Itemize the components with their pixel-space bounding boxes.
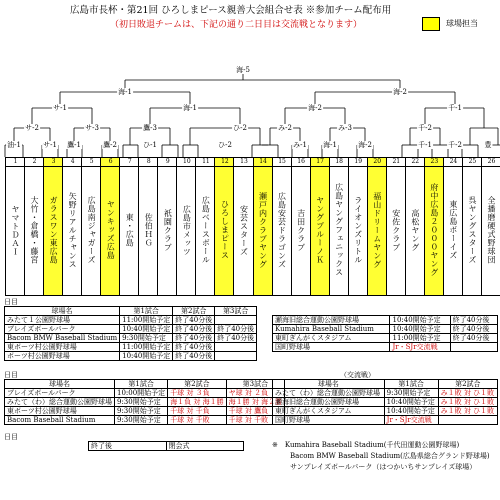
round1-label-7: み-1: [293, 141, 307, 149]
team-number: 18: [330, 158, 349, 167]
team-column: [462, 157, 482, 296]
header-cell: 球場名: [5, 380, 115, 389]
team-number: 3: [44, 158, 63, 167]
exchange-schedule-table: [272, 379, 498, 425]
team-name: 大竹・倉橋・藤宮: [30, 196, 40, 264]
team-name: 安佐クラブ: [391, 208, 401, 252]
team-number: 5: [82, 158, 101, 167]
team-column: [214, 157, 234, 296]
team-number: 12: [215, 158, 234, 167]
team-number: 8: [139, 158, 158, 167]
table-header-row: [5, 380, 285, 389]
table-row: [5, 407, 285, 416]
cell: 終了40分後: [215, 334, 257, 343]
cell: [438, 416, 497, 425]
team-number: 4: [63, 158, 82, 167]
cell: 千球 対 千敗: [226, 416, 284, 425]
cell: み１敗 対 ひ１敗: [438, 389, 497, 398]
header-cell: 第2試合: [168, 380, 226, 389]
table-row: [273, 316, 498, 325]
team-number: 17: [311, 158, 330, 167]
cell: 終了40分後: [450, 316, 497, 325]
subtitle: （初日敗退チームは、下記の通り二日目は交流戦となります）: [110, 20, 363, 30]
team-column: [405, 157, 425, 296]
cell: 終了40分後: [173, 334, 215, 343]
table-row: [273, 389, 498, 398]
team-name: 吉田クラブ: [296, 208, 306, 252]
table-header-row: [5, 307, 257, 316]
cell: 東町ぎんがくスタジアム: [273, 334, 390, 343]
team-column: [253, 157, 273, 296]
cell: 11:00開始予定: [120, 343, 173, 352]
team-name: 広島市メッツ: [182, 204, 192, 256]
round1-label-12: 豊: [484, 141, 492, 149]
team-column: [157, 157, 177, 296]
legend-label: 球場担当: [446, 19, 478, 28]
cell: 千球 対 千敗: [168, 416, 226, 425]
cell: み１敗 対 ひ１敗: [438, 398, 497, 407]
semi-label-1: 海-1: [118, 88, 132, 96]
team-name: ヤンキッズ広島: [106, 200, 116, 260]
cell: [215, 352, 257, 361]
team-name: 呉ヤングスターズ: [467, 196, 477, 264]
header-cell: 第2試合: [438, 380, 497, 389]
cell: 11:00開始予定: [390, 334, 450, 343]
round1-label-9: 海-2: [358, 141, 372, 149]
team-number: 21: [387, 158, 406, 167]
cell: みたて（わ）総合運動公園野球場: [273, 389, 385, 398]
cell: 千球 対 千負: [168, 407, 226, 416]
header-cell: 第1試合: [120, 307, 173, 316]
team-column: [367, 157, 387, 296]
cell: みたて１公園野球場: [5, 316, 120, 325]
team-name: ヤングブルーノＫ: [315, 196, 325, 264]
team-name: 東・広島: [125, 213, 135, 247]
semi-label-2: 海-2: [393, 88, 407, 96]
team-name: ライオンズリトル: [353, 196, 363, 264]
cell: み１敗 対 ひ１敗: [438, 407, 497, 416]
table-row: [273, 407, 498, 416]
table-row: [5, 398, 285, 407]
day2-label: 日目: [4, 371, 18, 379]
round2-label-1: サ-2: [25, 124, 39, 132]
table-row: [5, 325, 257, 334]
round2-label-2: サ-3: [85, 124, 99, 132]
table-row: [273, 398, 498, 407]
table-row: [273, 334, 498, 343]
cell: ブレイズボールパーク: [5, 389, 115, 398]
exchange-section-label: （交流戦）: [340, 371, 375, 379]
round1-label-8: 海-1: [323, 141, 337, 149]
cell: 瀬海旧総合運動公園野球場: [273, 398, 385, 407]
cell: 10:40開始予定: [390, 325, 450, 334]
team-name: 府中広島２０００ヤング: [429, 183, 439, 277]
final-label: 海-5: [236, 66, 250, 74]
cell: 9:30開始予定: [120, 334, 173, 343]
team-column: [138, 157, 158, 296]
team-number: 2: [25, 158, 44, 167]
team-number: 13: [234, 158, 253, 167]
team-number: 10: [177, 158, 196, 167]
team-column: [291, 157, 311, 296]
team-number: 15: [273, 158, 292, 167]
cell: 終了40分後: [173, 316, 215, 325]
team-number: 9: [158, 158, 177, 167]
team-number: 16: [292, 158, 311, 167]
cell: 10:40開始予定: [384, 407, 438, 416]
quarter-label-1: サ-1: [53, 104, 67, 112]
team-number: 14: [254, 158, 273, 167]
round2-label-4: ひ-2: [233, 124, 247, 132]
cell: 国町野球場: [273, 416, 385, 425]
team-column: [348, 157, 368, 296]
team-column: [329, 157, 349, 296]
cell: [215, 343, 257, 352]
cell: Jr・SJr交流戦: [390, 343, 450, 352]
team-name: 広島南ジャガーズ: [87, 196, 97, 264]
team-name: 祇園クラブ: [163, 208, 173, 252]
team-name: 広島ヤングフェニックス: [334, 183, 344, 277]
cell: [215, 316, 257, 325]
team-number: 19: [349, 158, 368, 167]
table-row: [273, 325, 498, 334]
cell: みたて（わ）総合運動公園野球場: [5, 398, 115, 407]
header-cell: 第2試合: [173, 307, 215, 316]
header-cell: 第1試合: [115, 380, 168, 389]
note-line-2: Bacom BMW Baseball Stadium(広島県総合グランド野球場): [290, 452, 490, 460]
team-number: 23: [425, 158, 444, 167]
team-name: 全播磨硬式野球団: [486, 196, 496, 264]
team-name: 安芸スターズ: [239, 204, 249, 256]
team-column: [24, 157, 44, 296]
table-row: [5, 334, 257, 343]
cell: 終了40分後: [450, 334, 497, 343]
team-column: [100, 157, 120, 296]
round2-label-7: 千-2: [418, 124, 432, 132]
round1-label-1: 油-1: [7, 141, 21, 149]
round1-label-3: 鷹-1: [67, 141, 81, 149]
round1-label-4: 鷹-2: [103, 141, 117, 149]
note-line-1: ※ Kumahira Baseball Stadium(千代田運動公園野球場): [272, 441, 460, 449]
cell: 終了40分後: [450, 325, 497, 334]
table-row: [5, 416, 285, 425]
cell: 10:40開始予定: [384, 398, 438, 407]
team-name: 広島ベースボール: [201, 196, 211, 264]
cell: Bacom Baseball Stadium: [5, 416, 115, 425]
team-column: [443, 157, 463, 296]
cell: 10:40開始予定: [120, 352, 173, 361]
team-number: 24: [444, 158, 463, 167]
team-name: ひろしまピース: [220, 200, 230, 260]
cell: 海１負 対 海１勝: [168, 398, 226, 407]
header-cell: 第3試合: [215, 307, 257, 316]
team-name: 広島安芸ドラゴンズ: [277, 191, 287, 269]
team-column: [272, 157, 292, 296]
team-number: 6: [101, 158, 120, 167]
cell: 10:40開始予定: [120, 325, 173, 334]
team-number: 11: [196, 158, 215, 167]
cell: 東ボーツ村公園野球場: [5, 407, 115, 416]
note-line-3: サンプレイズボールパーク（はつかいちサンプレイズ球場）: [290, 463, 477, 471]
team-column: [119, 157, 139, 296]
cell: 千球 対 ３負: [168, 389, 226, 398]
table-row: [5, 316, 257, 325]
cell: 終了40分後: [173, 325, 215, 334]
quarter-label-2: 海-1: [183, 104, 197, 112]
table-row: [4, 442, 244, 451]
cell: 10:00開始予定: [115, 389, 168, 398]
table-row: [5, 343, 257, 352]
table-row: [273, 416, 498, 425]
team-list: [5, 157, 500, 296]
team-column: [43, 157, 63, 296]
team-name: ヤマトＤＡＩ: [11, 204, 21, 256]
header-cell: 球場名: [273, 380, 385, 389]
team-name: 佐伯ＨＧ: [144, 213, 154, 247]
team-number: 20: [368, 158, 387, 167]
cell: 終了後: [89, 442, 167, 451]
cell: 東町ぎんがくスタジアム: [273, 407, 385, 416]
round1-label-5: ひ-1: [143, 141, 157, 149]
cell: 海１勝 対 海２勝: [226, 398, 284, 407]
team-column: [233, 157, 253, 296]
team-column: [195, 157, 215, 296]
cell: [450, 343, 497, 352]
day1-right-schedule-table: [272, 315, 498, 352]
cell: [4, 442, 89, 451]
round1-label-2: サ-1: [43, 141, 57, 149]
cell: 9:30開始予定: [115, 407, 168, 416]
round2-label-5: み-2: [278, 124, 292, 132]
cell: 終了40分後: [173, 343, 215, 352]
cell: ブレイズボールパーク: [5, 325, 120, 334]
cell: 9:30開始予定: [115, 398, 168, 407]
team-name: 矢野リアルチャンス: [68, 191, 78, 269]
cell: Bacom BMW Baseball Stadium: [5, 334, 120, 343]
header-cell: 第3試合: [226, 380, 284, 389]
team-name: 高松ヤング: [410, 208, 420, 252]
header-cell: 球場名: [5, 307, 120, 316]
team-name: ガラスワン東広島: [49, 196, 59, 264]
table-row: [273, 343, 498, 352]
team-column: [81, 157, 101, 296]
cell: ボーツ村公園野球場: [5, 352, 120, 361]
day1-schedule-table: [4, 306, 257, 361]
team-number: 1: [6, 158, 25, 167]
cell: 9:30開始予定: [115, 416, 168, 425]
round2-label-6: み-3: [338, 124, 352, 132]
closing-table: [4, 441, 244, 451]
cell: 東ボーツ村公園野球場: [5, 343, 120, 352]
team-column: [386, 157, 406, 296]
round2-label-3: 鷹-3: [143, 124, 157, 132]
round1-label-10: 千-1: [418, 141, 432, 149]
day2-schedule-table: [4, 379, 285, 425]
team-number: 26: [482, 158, 500, 167]
team-name: 瀬戸内クラブヤング: [258, 191, 268, 269]
team-number: 22: [406, 158, 425, 167]
round1-label-11: 千-2: [448, 141, 462, 149]
cell: 終了40分後: [215, 325, 257, 334]
team-column: [5, 157, 25, 296]
quarter-label-4: 千-1: [448, 104, 462, 112]
team-column: [481, 157, 500, 296]
page-title: 広島市長杯・第21回 ひろしまピース親善大会組合せ表 ※参加チーム配布用: [70, 5, 392, 16]
team-number: 25: [463, 158, 482, 167]
team-column: [310, 157, 330, 296]
table-row: [5, 352, 257, 361]
quarter-label-3: 海-2: [308, 104, 322, 112]
cell: 11:00開始予定: [120, 316, 173, 325]
day3-label: 日目: [4, 433, 18, 441]
cell: Kumahira Baseball Stadium: [273, 325, 390, 334]
cell: Jr・SJr交流戦: [384, 416, 438, 425]
team-column: [424, 157, 444, 296]
team-column: [176, 157, 196, 296]
cell: ヤ球 対 ２負: [226, 389, 284, 398]
team-name: 東広島ボーイズ: [448, 200, 458, 260]
table-header-row: [273, 380, 498, 389]
day1-label: 日目: [4, 298, 18, 306]
cell: 10:40開始予定: [390, 316, 450, 325]
cell: 瀬海旧総合運動公園野球場: [273, 316, 390, 325]
cell: 終了40分後: [173, 352, 215, 361]
team-number: 7: [120, 158, 139, 167]
cell: 千球 対 鷹負: [226, 407, 284, 416]
team-name: 福山ドリームヤング: [372, 191, 382, 269]
cell: 国町野球場: [273, 343, 390, 352]
team-column: [62, 157, 82, 296]
cell: 閉会式: [166, 442, 244, 451]
table-row: [5, 389, 285, 398]
round1-label-6: ひ-2: [218, 141, 232, 149]
header-cell: 第1試合: [384, 380, 438, 389]
cell: 9:30開始予定: [384, 389, 438, 398]
